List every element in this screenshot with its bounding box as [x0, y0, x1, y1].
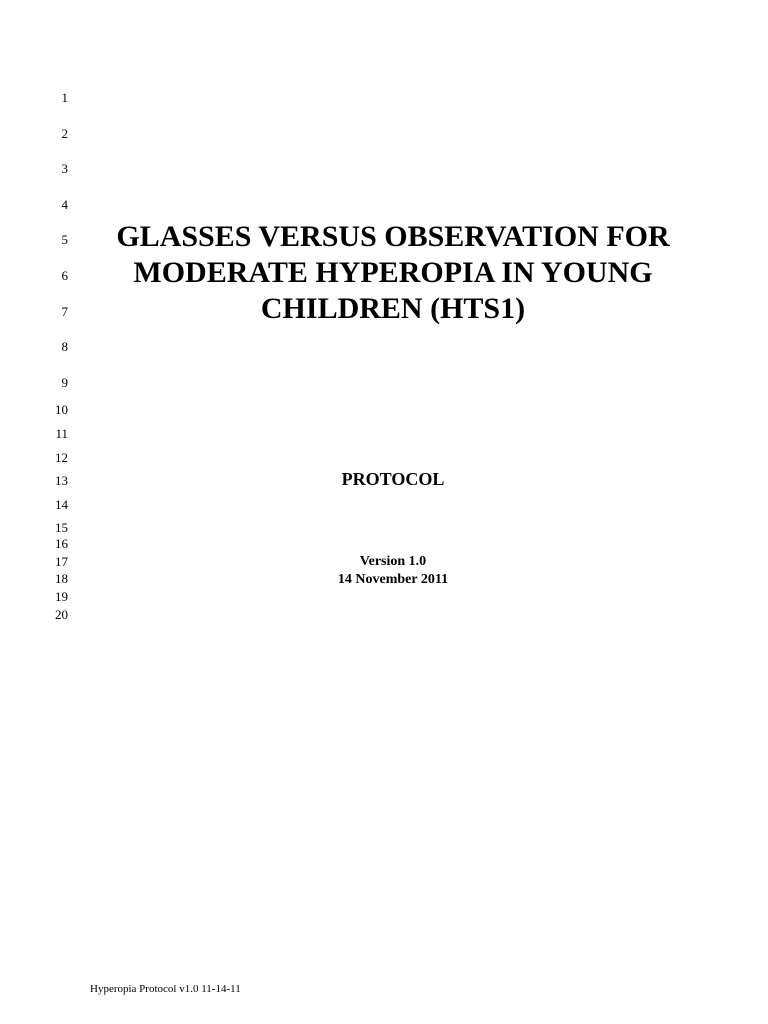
- line-number: 12: [55, 450, 68, 465]
- line-number: 1: [61, 90, 68, 105]
- line-number: 10: [55, 402, 68, 417]
- line-number: 3: [61, 161, 68, 176]
- protocol-heading: PROTOCOL: [341, 469, 445, 489]
- date-label: 14 November 2011: [337, 572, 449, 587]
- version-label: Version 1.0: [359, 554, 427, 569]
- line-number: 6: [61, 268, 68, 283]
- line-number: 16: [55, 536, 68, 551]
- line-number: 4: [61, 197, 68, 212]
- line-number: 15: [55, 520, 68, 535]
- line-number: 8: [61, 339, 68, 354]
- title-line: MODERATE HYPEROPIA IN YOUNG: [133, 256, 653, 289]
- line-number: 7: [61, 304, 68, 319]
- line-number: 20: [55, 607, 68, 622]
- title-line: CHILDREN (HTS1): [260, 292, 526, 325]
- line-number: 5: [61, 232, 68, 247]
- title-line: GLASSES VERSUS OBSERVATION FOR: [116, 220, 670, 253]
- line-number: 17: [55, 554, 68, 569]
- line-number: 13: [55, 473, 68, 488]
- line-number: 18: [55, 571, 68, 586]
- page-footer: Hyperopia Protocol v1.0 11-14-11: [90, 983, 241, 995]
- line-number: 9: [61, 375, 68, 390]
- line-number: 19: [55, 589, 68, 604]
- line-number: 11: [55, 426, 68, 441]
- line-number: 14: [55, 497, 68, 512]
- line-number: 2: [61, 126, 68, 141]
